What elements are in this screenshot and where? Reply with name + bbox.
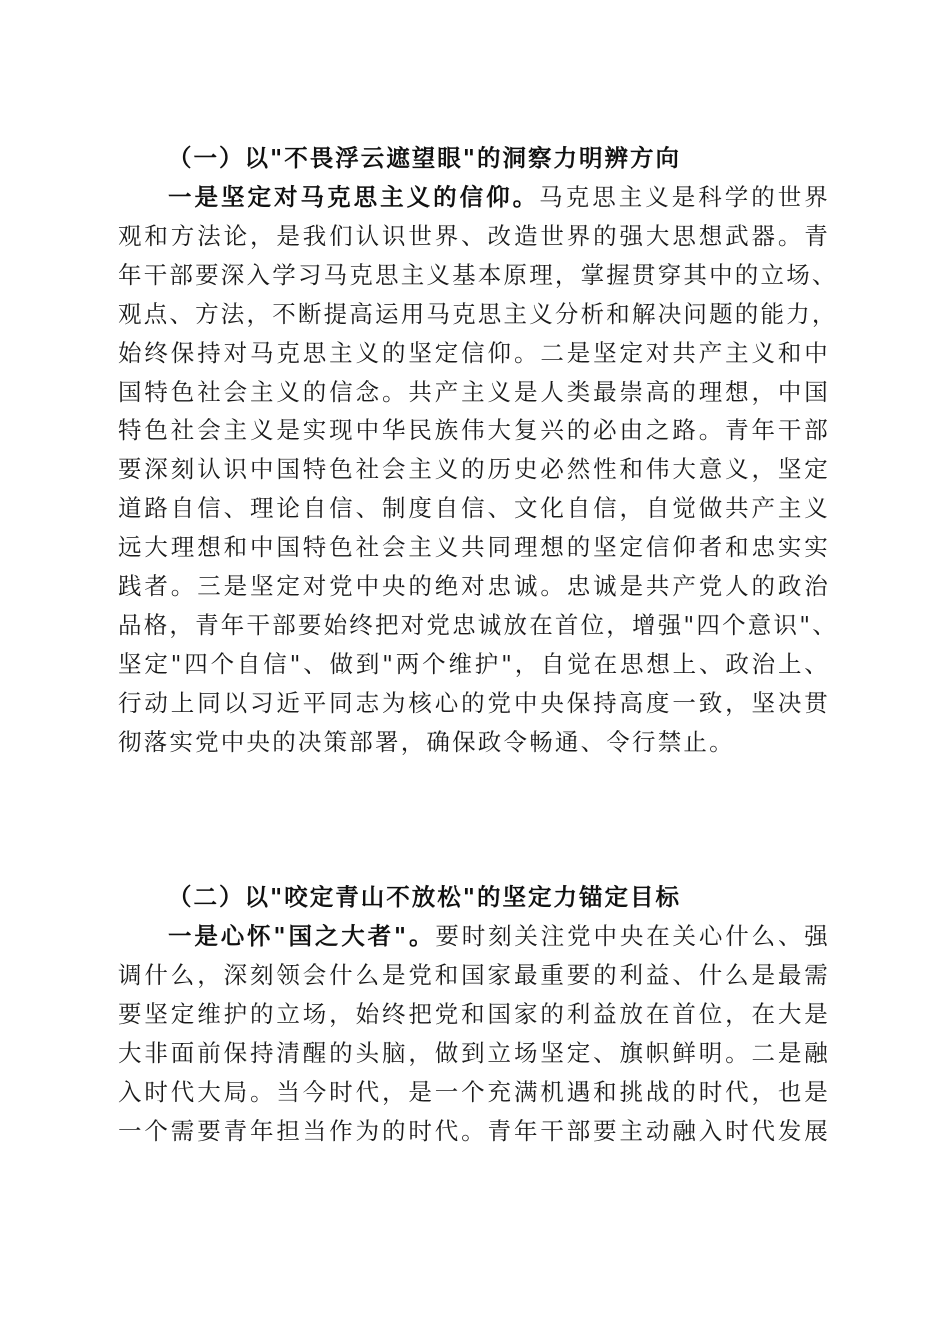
paragraph-line: 国特色社会主义的信念。共产主义是人类最崇高的理想，中国 bbox=[118, 377, 830, 406]
paragraph-line: 大非面前保持清醒的头脑，做到立场坚定、旗帜鲜明。二是融 bbox=[118, 1038, 830, 1067]
section-heading-2: （二）以"咬定青山不放松"的坚定力锚定目标 bbox=[168, 883, 681, 911]
paragraph-lead: 一是坚定对马克思主义的信仰。 bbox=[168, 183, 540, 211]
paragraph-line: 调什么，深刻领会什么是党和国家最重要的利益、什么是最需 bbox=[118, 960, 830, 989]
paragraph-2 bbox=[118, 917, 830, 1150]
paragraph-line: 道路自信、理论自信、制度自信、文化自信，自觉做共产主义 bbox=[118, 494, 830, 523]
paragraph-1 bbox=[118, 178, 838, 762]
paragraph-text: 要时刻关注党中央在关心什么、强 bbox=[435, 922, 831, 950]
paragraph-line: 践者。三是坚定对党中央的绝对忠诚。忠诚是共产党人的政治 bbox=[118, 572, 830, 601]
paragraph-line: 一个需要青年担当作为的时代。青年干部要主动融入时代发展 bbox=[118, 1116, 830, 1145]
paragraph-line bbox=[118, 917, 830, 956]
paragraph-line: 观点、方法，不断提高运用马克思主义分析和解决问题的能力， bbox=[118, 299, 838, 328]
paragraph-line: 品格，青年干部要始终把对党忠诚放在首位，增强"四个意识"、 bbox=[118, 610, 838, 639]
paragraph-line: 行动上同以习近平同志为核心的党中央保持高度一致，坚决贯 bbox=[118, 688, 830, 717]
paragraph-line: 观和方法论，是我们认识世界、改造世界的强大思想武器。青 bbox=[118, 221, 830, 250]
paragraph-line: 年干部要深入学习马克思主义基本原理，掌握贯穿其中的立场、 bbox=[118, 260, 838, 289]
paragraph-lead: 一是心怀"国之大者"。 bbox=[168, 922, 436, 950]
paragraph-line: 远大理想和中国特色社会主义共同理想的坚定信仰者和忠实实 bbox=[118, 533, 830, 562]
paragraph-line: 入时代大局。当今时代，是一个充满机遇和挑战的时代，也是 bbox=[118, 1077, 830, 1106]
paragraph-line: 彻落实党中央的决策部署，确保政令畅通、令行禁止。 bbox=[118, 727, 735, 756]
paragraph-line: 要深刻认识中国特色社会主义的历史必然性和伟大意义，坚定 bbox=[118, 455, 830, 484]
paragraph-line: 始终保持对马克思主义的坚定信仰。二是坚定对共产主义和中 bbox=[118, 338, 830, 367]
section-heading-1: （一）以"不畏浮云遮望眼"的洞察力明辨方向 bbox=[168, 144, 681, 172]
paragraph-line: 特色社会主义是实现中华民族伟大复兴的必由之路。青年干部 bbox=[118, 416, 830, 445]
paragraph-text: 马克思主义是科学的世界 bbox=[539, 183, 830, 211]
paragraph-line bbox=[118, 178, 830, 217]
paragraph-line: 坚定"四个自信"、做到"两个维护"，自觉在思想上、政治上、 bbox=[118, 649, 830, 678]
paragraph-line: 要坚定维护的立场，始终把党和国家的利益放在首位，在大是 bbox=[118, 999, 830, 1028]
